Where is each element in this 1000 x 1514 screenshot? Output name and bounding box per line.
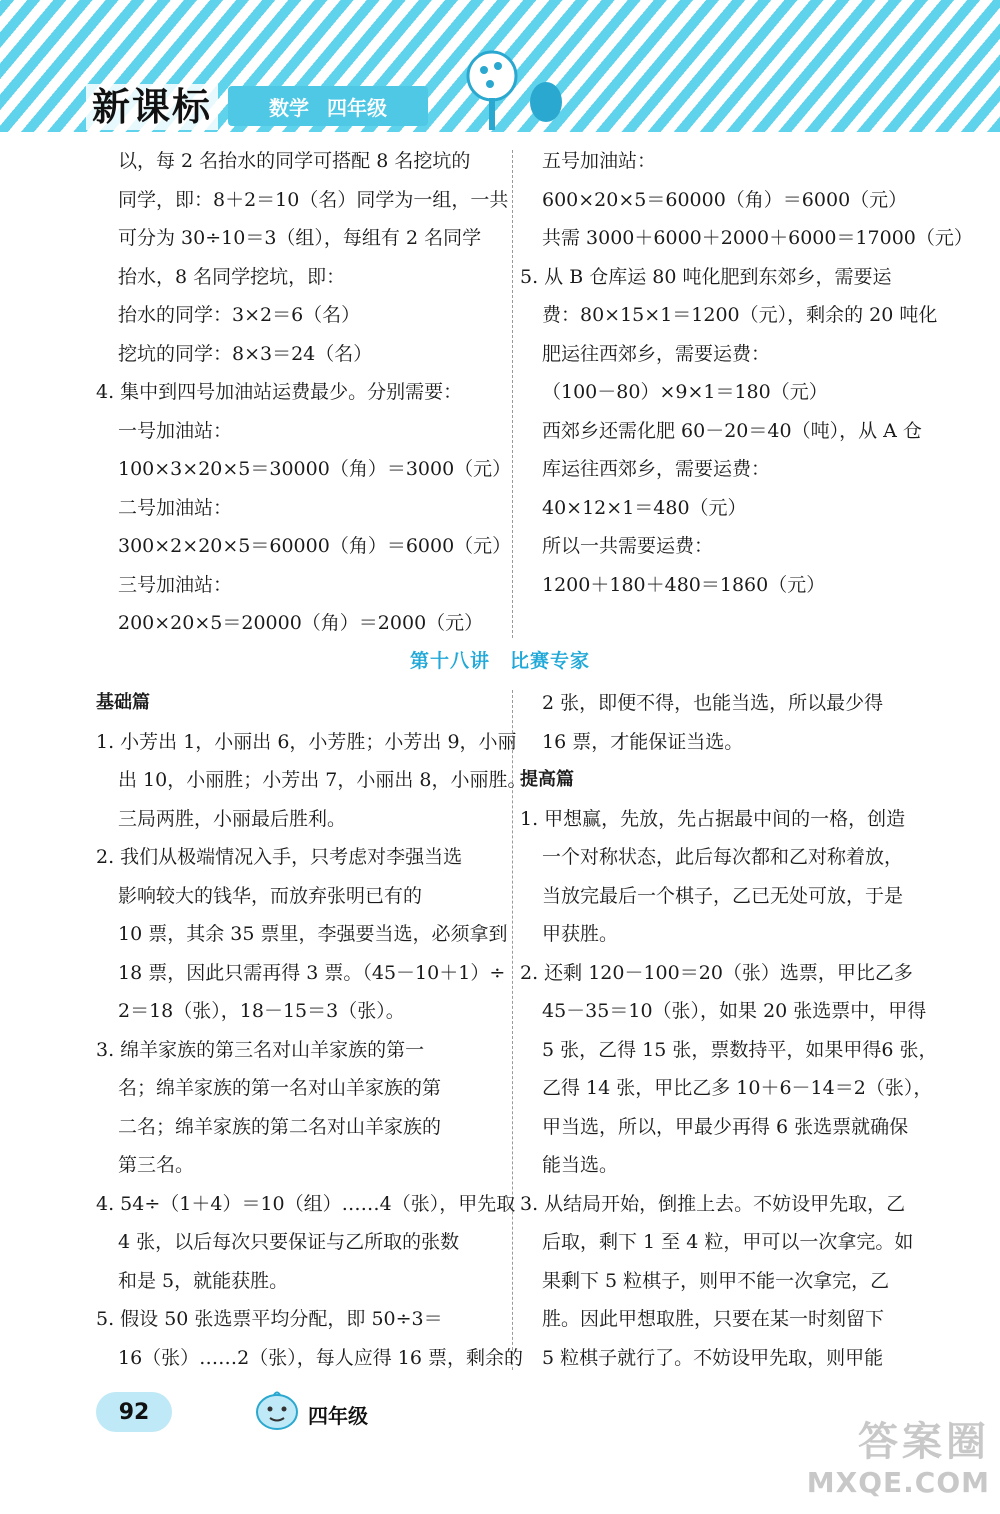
text-line: 2. 还剩 120－100＝20（张）选票，甲比乙多 [520,961,913,984]
text-line: 2＝18（张），18－15＝3（张）。 [118,1000,405,1022]
text-line: 4. 集中到四号加油站运费最少。分别需要： [96,381,463,403]
text-line: 三局两胜，小丽最后胜利。 [118,807,347,830]
answer-column-top-right [520,142,973,604]
watermark-bottom: MXQE.COM [806,1466,990,1499]
text-line: 以，每 2 名抬水的同学可搭配 8 名挖坑的 [118,150,471,172]
text-line: 同学，即：8＋2＝10（名）同学为一组，一共 [118,188,509,211]
text-line: 影响较大的钱华，而放弃张明已有的 [118,884,423,907]
answer-column-bottom-left [96,684,527,1377]
text-line: 乙得 14 张，甲比乙多 10＋6－14＝2（张）， [542,1077,933,1099]
text-line: 3. 绵羊家族的第三名对山羊家族的第一 [96,1038,425,1061]
grade-label: 四年级 [327,95,387,120]
text-line: 100×3×20×5＝30000（角）＝3000（元） [118,458,512,480]
watermark [790,1418,990,1508]
answer-column-top-left [96,142,512,643]
mascot-icon [252,1388,302,1432]
text-line: 5 粒棋子就行了。不妨设甲先取，则甲能 [542,1346,884,1369]
text-line: 45－35＝10（张），如果 20 张选票中，甲得 [542,1000,927,1022]
text-line: 5 张，乙得 15 张，票数持平，如果甲得6 张， [542,1038,938,1061]
text-line: 600×20×5＝60000（角）＝6000（元） [542,188,908,211]
text-line: 1. 甲想赢，先放，先占据最中间的一格，创造 [520,807,906,830]
text-line: 后取，剩下 1 至 4 粒，甲可以一次拿完。如 [542,1231,914,1253]
footer-grade: 四年级 [308,1404,368,1428]
text-line: 挖坑的同学：8×3＝24（名） [118,342,373,365]
text-line: 胜。因此甲想取胜，只要在某一时刻留下 [542,1308,885,1330]
text-line: 10 票，其余 35 票里，李强要当选，必须拿到 [118,923,508,945]
text-line: （100－80）×9×1＝180（元） [542,381,828,403]
tree-icon [460,42,570,132]
text-line: 所以一共需要运费： [542,535,714,557]
text-line: 五号加油站： [542,150,657,172]
text-line: 可分为 30÷10＝3（组），每组有 2 名同学 [118,227,482,249]
text-line: 40×12×1＝480（元） [542,496,747,519]
text-line: 二名；绵羊家族的第二名对山羊家族的 [118,1115,442,1138]
text-line: 1. 小芳出 1，小丽出 6，小芳胜；小芳出 9，小丽 [96,730,517,753]
text-line: 一号加油站： [118,419,233,442]
answer-column-bottom-right [520,684,938,1377]
subject-grade-tag [228,86,428,126]
text-line: 第三名。 [118,1154,195,1176]
text-line: 3. 从结局开始，倒推上去。不妨设甲先取，乙 [520,1192,906,1215]
text-line: 4. 54÷（1＋4）＝10（组）……4（张），甲先取 [96,1192,516,1215]
text-line: 16（张）……2（张），每人应得 16 票，剩余的 [118,1346,524,1369]
section-title-advanced: 提高篇 [520,769,574,790]
text-line: 和是 5，就能获胜。 [118,1269,289,1292]
text-line: 300×2×20×5＝60000（角）＝6000（元） [118,535,512,557]
text-line: 果剩下 5 粒棋子，则甲不能一次拿完，乙 [542,1269,890,1292]
text-line: 名；绵羊家族的第一名对山羊家族的第 [118,1077,442,1099]
column-divider [512,150,513,638]
text-line: 2 张，即便不得，也能当选，所以最少得 [542,692,884,714]
text-line: 4 张，以后每次只要保证与乙所取的张数 [118,1231,460,1253]
text-line: 肥运往西郊乡，需要运费： [542,342,771,365]
text-line: 甲当选，所以，甲最少再得 6 张选票就确保 [542,1115,909,1138]
text-line: 共需 3000＋6000＋2000＋6000＝17000（元） [542,227,973,249]
text-line: 能当选。 [542,1154,619,1176]
watermark-top: 答案圈 [858,1419,990,1465]
text-line: 5. 假设 50 张选票平均分配，即 50÷3＝ [96,1308,443,1330]
text-line: 库运往西郊乡，需要运费： [542,458,771,480]
text-line: 2. 我们从极端情况入手，只考虑对李强当选 [96,846,463,868]
text-line: 一个对称状态，此后每次都和乙对称着放， [542,846,904,868]
brand-title: 新课标 [86,84,218,130]
text-line: 三号加油站： [118,573,233,596]
text-line: 200×20×5＝20000（角）＝2000（元） [118,612,484,634]
text-line: 18 票，因此只需再得 3 票。（45－10＋1）÷ [118,961,506,984]
text-line: 出 10，小丽胜；小芳出 7，小丽出 8，小丽胜。 [118,769,527,791]
text-line: 抬水，8 名同学挖坑，即： [118,265,346,288]
text-line: 二号加油站： [118,496,233,519]
text-line: 当放完最后一个棋子，乙已无处可放，于是 [542,884,904,907]
page-number: 92 [96,1392,172,1432]
text-line: 1200＋180＋480＝1860（元） [542,573,826,596]
text-line: 16 票，才能保证当选。 [542,730,744,753]
text-line: 甲获胜。 [542,923,619,945]
section-title-basic: 基础篇 [96,692,150,713]
text-line: 抬水的同学：3×2＝6（名） [118,304,361,326]
text-line: 费：80×15×1＝1200（元），剩余的 20 吨化 [542,304,938,326]
lecture-title: 第十八讲 比赛专家 [409,650,590,672]
subject-label: 数学 [269,95,309,120]
text-line: 5. 从 B 仓库运 80 吨化肥到东郊乡，需要运 [520,265,892,288]
text-line: 西郊乡还需化肥 60－20＝40（吨），从 A 仓 [542,419,922,442]
